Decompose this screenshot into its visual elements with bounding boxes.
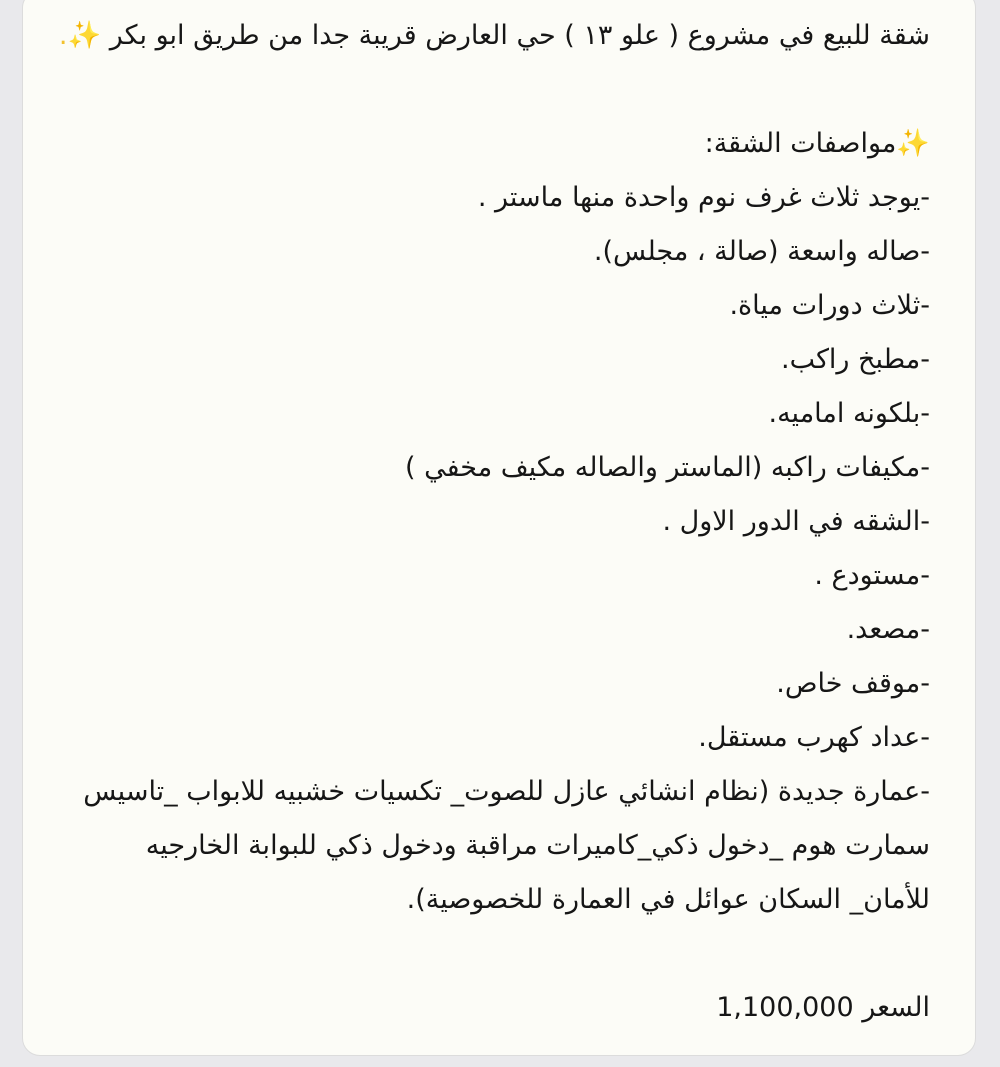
feature-item: -عداد كهرب مستقل. (698, 722, 930, 753)
feature-item: -مستودع . (814, 560, 930, 591)
blank-line (10, 63, 930, 117)
building-description-line: سمارت هوم _دخول ذكي_كاميرات مراقبة ودخول ذكي للبوابة الخارجيه (145, 830, 930, 861)
feature-item: -مكيفات راكبه (الماستر والصاله مكيف مخفي ) (404, 452, 930, 483)
sparkle-icon: ✨. (58, 20, 102, 51)
price-value: 1,100,000 (716, 992, 854, 1023)
feature-item: -ثلاث دورات مياة. (729, 290, 930, 321)
price-label: السعر (862, 992, 930, 1023)
specs-title: مواصفات الشقة: (704, 128, 897, 159)
headline-text: شقة للبيع في مشروع ( علو ١٣ ) حي العارض قريبة جدا من طريق ابو بكر (109, 20, 930, 51)
feature-item: -صاله واسعة (صالة ، مجلس). (593, 236, 930, 267)
message-text (10, 9, 930, 1035)
feature-item: -بلكونه اماميه. (768, 398, 930, 429)
message-card (22, 0, 976, 1056)
feature-item: -موقف خاص. (776, 668, 930, 699)
feature-item: -مطبخ راكب. (780, 344, 930, 375)
price-line (10, 981, 930, 1035)
headline (10, 9, 930, 63)
sparkle-icon: ✨ (896, 128, 930, 159)
building-description-line: -عمارة جديدة (نظام انشائي عازل للصوت_ تكسيات خشبيه للابواب _تاسيس (83, 776, 930, 807)
feature-item: -مصعد. (846, 614, 930, 645)
specs-heading (10, 117, 930, 171)
building-description-line: للأمان_ السكان عوائل في العمارة للخصوصية). (406, 884, 930, 915)
blank-line (10, 927, 930, 981)
feature-item: -الشقه في الدور الاول . (662, 506, 930, 537)
feature-item: -يوجد ثلاث غرف نوم واحدة منها ماستر . (477, 182, 930, 213)
